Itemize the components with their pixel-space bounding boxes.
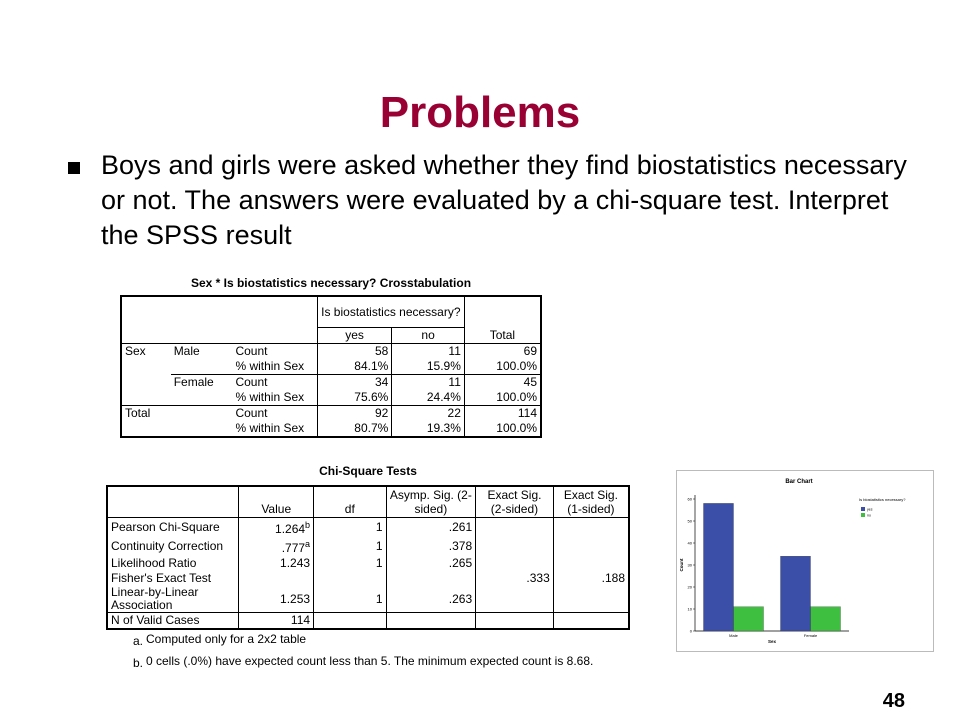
row-male-label: Male bbox=[173, 344, 200, 358]
chisq-row bbox=[107, 518, 629, 538]
row-female-label: Female bbox=[173, 375, 214, 389]
chisq-exact1 bbox=[553, 613, 629, 630]
chisq-row-label: Fisher's Exact Test bbox=[111, 571, 212, 585]
chisq-row bbox=[107, 571, 629, 586]
y-axis-label: Count bbox=[679, 558, 684, 572]
chisq-asymp bbox=[386, 613, 476, 630]
chisq-value-text: 1.264 bbox=[275, 522, 306, 536]
chisq-exact1: .188 bbox=[553, 571, 629, 586]
crosstab-col-yes: yes bbox=[317, 328, 392, 344]
chisq-asymp: .263 bbox=[386, 586, 476, 613]
chisq-value bbox=[239, 586, 314, 613]
crosstab-col-no: no bbox=[392, 328, 465, 344]
cell-value: 75.6% bbox=[317, 390, 392, 406]
chisq-exact2 bbox=[476, 518, 554, 538]
cell-value: 19.3% bbox=[392, 421, 465, 437]
y-tick-label: 20 bbox=[687, 584, 692, 590]
cell-value: 84.1% bbox=[317, 359, 392, 375]
crosstab-group-header: Is biostatistics necessary? bbox=[317, 296, 464, 328]
chisq-header-df: df bbox=[314, 486, 386, 518]
bar-no-male bbox=[734, 607, 764, 631]
legend-swatch-no bbox=[861, 513, 865, 517]
legend-label: yes bbox=[867, 507, 873, 512]
crosstab-table bbox=[120, 295, 542, 438]
x-tick-label: Male bbox=[729, 633, 738, 638]
cell-value: 80.7% bbox=[317, 421, 392, 437]
bar-yes-male bbox=[704, 503, 734, 631]
chisq-df bbox=[314, 571, 386, 586]
chisq-value bbox=[239, 571, 314, 586]
chisq-asymp: .378 bbox=[386, 537, 476, 556]
chisq-value-text: 1.253 bbox=[280, 591, 311, 606]
chisq-exact1 bbox=[553, 556, 629, 571]
cell-value: 114 bbox=[464, 406, 541, 422]
chisq-row-label: Linear-by-Linear Association bbox=[111, 585, 199, 612]
footnote-b-letter: b. bbox=[133, 656, 144, 670]
chisq-value bbox=[239, 613, 314, 630]
chart-title: Bar Chart bbox=[785, 479, 813, 485]
chisq-header-value: Value bbox=[239, 486, 314, 518]
chisq-table bbox=[106, 485, 630, 630]
chisq-exact2 bbox=[476, 586, 554, 613]
chisq-value-text: 1.243 bbox=[280, 556, 311, 570]
crosstab-col-total: Total bbox=[464, 328, 541, 344]
slide-title: Problems bbox=[379, 88, 581, 137]
footnote-marker: a bbox=[305, 539, 311, 549]
y-tick-label: 60 bbox=[687, 496, 692, 502]
chisq-value bbox=[239, 518, 314, 538]
chisq-exact2 bbox=[476, 537, 554, 556]
bar-chart bbox=[676, 470, 934, 652]
chisq-df: 1 bbox=[314, 518, 386, 538]
legend-title: Is biostatistics necessary? bbox=[859, 497, 906, 502]
chisq-df bbox=[314, 613, 386, 630]
chisq-df: 1 bbox=[314, 556, 386, 571]
stat-label: % within Sex bbox=[235, 421, 305, 435]
chisq-exact2: .333 bbox=[476, 571, 554, 586]
y-tick-label: 10 bbox=[687, 606, 692, 612]
chisq-row bbox=[107, 556, 629, 571]
footnote-b: 0 cells (.0%) have expected count less than 5. The minimum expected count is 8.68. bbox=[146, 654, 594, 668]
chisq-exact2 bbox=[476, 613, 554, 630]
cell-value: 11 bbox=[392, 344, 465, 360]
chisq-exact1 bbox=[553, 518, 629, 538]
chisq-row-label: Continuity Correction bbox=[111, 539, 224, 553]
cell-value: 100.0% bbox=[464, 421, 541, 437]
legend-label: no bbox=[867, 513, 871, 518]
chisq-row-label: Likelihood Ratio bbox=[111, 556, 197, 570]
y-tick-label: 50 bbox=[687, 518, 692, 524]
stat-label: Count bbox=[235, 344, 268, 358]
chisq-value-text: .777 bbox=[281, 541, 306, 555]
crosstab-caption: Sex * Is biostatistics necessary? Crosstabulation bbox=[190, 276, 472, 290]
chisq-row bbox=[107, 613, 629, 630]
footnote-a: Computed only for a 2x2 table bbox=[146, 632, 307, 646]
bar-no-female bbox=[811, 607, 841, 631]
chisq-exact2 bbox=[476, 556, 554, 571]
chisq-df: 1 bbox=[314, 537, 386, 556]
cell-value: 22 bbox=[392, 406, 465, 422]
chisq-header-exact2: Exact Sig. (2-sided) bbox=[476, 486, 554, 518]
cell-value: 92 bbox=[317, 406, 392, 422]
row-sex-label: Sex bbox=[125, 344, 146, 358]
x-axis-label: Sex bbox=[767, 639, 777, 644]
chisq-asymp: .261 bbox=[386, 518, 476, 538]
cell-value: 34 bbox=[317, 375, 392, 391]
bullet-text: Boys and girls were asked whether they find biostatistics necessary or not. The answers were evaluated by a chi-square test. Interpret the SPSS result bbox=[101, 150, 907, 250]
legend-swatch-yes bbox=[861, 507, 865, 511]
x-tick-label: Female bbox=[803, 633, 818, 638]
chisq-value bbox=[239, 556, 314, 571]
chisq-caption: Chi-Square Tests bbox=[319, 464, 417, 478]
cell-value: 11 bbox=[392, 375, 465, 391]
cell-value: 100.0% bbox=[464, 390, 541, 406]
cell-value: 24.4% bbox=[392, 390, 465, 406]
cell-value: 69 bbox=[464, 344, 541, 360]
stat-label: % within Sex bbox=[232, 359, 317, 375]
chisq-value-text: 114 bbox=[290, 613, 311, 627]
chisq-row bbox=[107, 586, 629, 613]
stat-label: Count bbox=[235, 375, 268, 389]
chisq-row-label: N of Valid Cases bbox=[107, 613, 239, 630]
stat-label: Count bbox=[235, 406, 268, 420]
y-tick-label: 40 bbox=[687, 540, 692, 546]
page-number: 48 bbox=[882, 690, 905, 712]
stat-label: % within Sex bbox=[232, 390, 317, 406]
chisq-asymp bbox=[386, 571, 476, 586]
cell-value: 45 bbox=[464, 375, 541, 391]
bullet-square-icon bbox=[68, 162, 80, 174]
bar-yes-female bbox=[781, 556, 811, 631]
chisq-header-asymp: Asymp. Sig. (2-sided) bbox=[386, 486, 476, 518]
chisq-df: 1 bbox=[314, 586, 386, 613]
chisq-value bbox=[239, 537, 314, 556]
footnote-marker: b bbox=[305, 520, 311, 530]
chisq-row-label: Pearson Chi-Square bbox=[111, 520, 220, 534]
chisq-header-exact1: Exact Sig. (1-sided) bbox=[553, 486, 629, 518]
y-tick-label: 30 bbox=[687, 562, 692, 568]
chisq-asymp: .265 bbox=[386, 556, 476, 571]
chisq-exact1 bbox=[553, 586, 629, 613]
chisq-row bbox=[107, 537, 629, 556]
chisq-exact1 bbox=[553, 537, 629, 556]
footnote-a-letter: a. bbox=[133, 634, 144, 648]
cell-value: 15.9% bbox=[392, 359, 465, 375]
chisq-corner bbox=[107, 486, 239, 518]
y-tick-label: 0 bbox=[689, 628, 692, 634]
crosstab-corner bbox=[121, 296, 317, 344]
row-total-label: Total bbox=[125, 406, 151, 420]
crosstab-total-header-spacer bbox=[464, 296, 541, 328]
cell-value: 100.0% bbox=[464, 359, 541, 375]
cell-value: 58 bbox=[317, 344, 392, 360]
bar-chart-svg bbox=[677, 471, 933, 651]
